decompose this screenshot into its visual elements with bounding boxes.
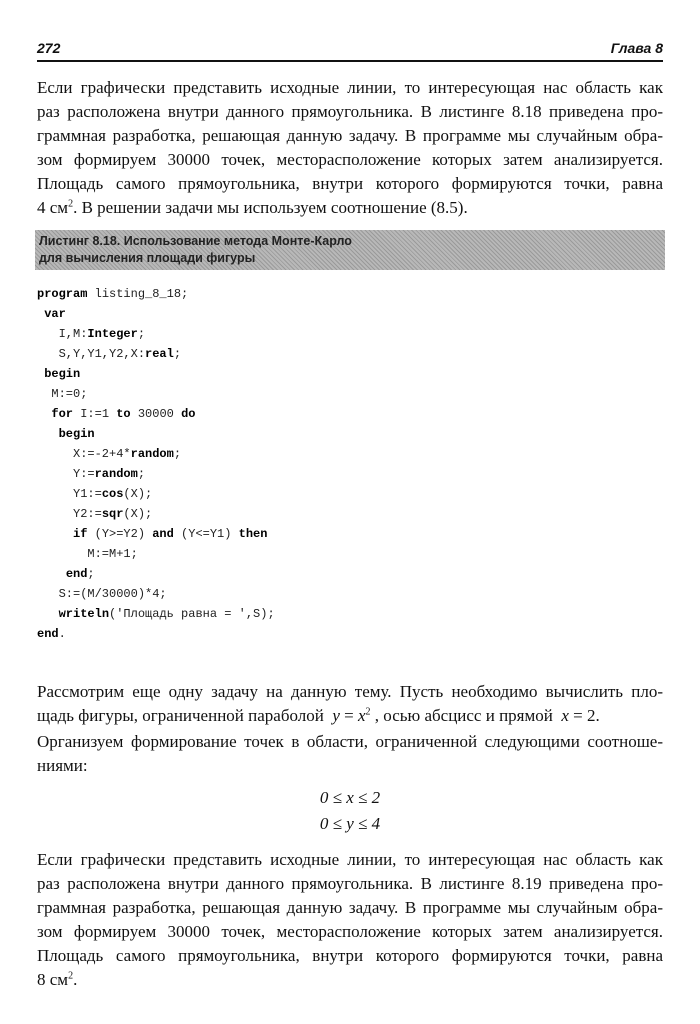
code-line <box>37 424 275 444</box>
text-segment: 8 см <box>37 970 69 989</box>
code-line <box>37 524 275 544</box>
text-segment: x <box>561 706 569 725</box>
inequality-x <box>0 788 700 808</box>
code-line <box>37 384 275 404</box>
text-segment: . В решении задачи мы используем соотношение (8.5). <box>73 198 468 217</box>
code-text: X:=-2+4* <box>37 447 131 461</box>
code-text: ; <box>87 567 95 581</box>
code-text: I:=1 <box>73 407 117 421</box>
code-keyword: cos <box>101 487 124 501</box>
text-segment: Площадь самого прямоугольника, внутри которого формируются точки, равна <box>37 174 663 193</box>
code-text: ('Площадь равна = ',S); <box>109 607 275 621</box>
text-segment: ниями: <box>37 756 88 775</box>
text-line <box>37 872 663 896</box>
code-text: M:=0; <box>37 387 88 401</box>
code-keyword: sqr <box>101 507 124 521</box>
text-segment: граммная разработка, решающая данную задачу. В программе мы случайным обра- <box>37 126 663 145</box>
text-segment: щадь фигуры, ограниченной параболой <box>37 706 333 725</box>
code-keyword: writeln <box>58 607 110 621</box>
text-line <box>37 704 663 728</box>
code-line <box>37 484 275 504</box>
code-text <box>37 567 66 581</box>
code-line <box>37 504 275 524</box>
code-text: listing_8_18; <box>87 287 189 301</box>
code-line <box>37 364 275 384</box>
text-segment: Если графически представить исходные линии, то интересующая нас область как <box>37 78 663 97</box>
code-text: (Y<=Y1) <box>173 527 239 541</box>
superscript: 2 <box>68 970 74 982</box>
code-text <box>37 607 59 621</box>
text-segment: Рассмотрим еще одну задачу на данную тему. Пусть необходимо вычислить пло- <box>37 682 663 701</box>
chapter-title: Глава 8 <box>610 40 663 56</box>
code-line <box>37 624 275 644</box>
code-text: (X); <box>123 507 153 521</box>
text-segment: . <box>73 970 78 989</box>
code-line <box>37 344 275 364</box>
text-line <box>37 754 663 778</box>
text-line <box>37 968 663 992</box>
code-text: ; <box>137 327 146 341</box>
text-segment: зом формируем 30000 точек, месторасположение которых затем анализируется. <box>37 922 663 941</box>
code-line <box>37 404 275 424</box>
code-keyword: begin <box>58 427 95 441</box>
text-line <box>37 196 663 220</box>
superscript: 2 <box>68 198 74 210</box>
text-line <box>37 896 663 920</box>
code-text: Y2:= <box>37 507 102 521</box>
superscript: 2 <box>365 706 371 718</box>
inequality-y <box>0 814 700 834</box>
text-line <box>37 172 663 196</box>
code-keyword: and <box>152 527 174 541</box>
text-line <box>37 680 663 704</box>
code-line <box>37 544 275 564</box>
code-text: I,M: <box>37 327 88 341</box>
paragraph-intro <box>37 76 663 220</box>
text-segment: = 2. <box>568 706 600 725</box>
text-segment: Если графически представить исходные линии, то интересующая нас область как <box>37 850 663 869</box>
text-line <box>37 730 663 754</box>
text-segment: раз расположена внутри данного прямоугольника. В листинге 8.19 приведена про- <box>37 874 663 893</box>
code-listing <box>37 284 275 644</box>
running-header <box>37 38 663 62</box>
text-line <box>37 944 663 968</box>
code-line <box>37 584 275 604</box>
code-text: 30000 <box>130 407 182 421</box>
paragraph-region <box>37 730 663 778</box>
text-line <box>37 76 663 100</box>
code-line <box>37 284 275 304</box>
code-keyword: do <box>181 407 196 421</box>
code-keyword: if <box>73 527 88 541</box>
text-segment: раз расположена внутри данного прямоугольника. В листинге 8.18 приведена про- <box>37 102 663 121</box>
code-text: ; <box>173 347 182 361</box>
listing-caption-line1: Листинг 8.18. Использование метода Монте-Карло <box>39 234 352 248</box>
code-keyword: to <box>116 407 131 421</box>
text-segment: Площадь самого прямоугольника, внутри которого формируются точки, равна <box>37 946 663 965</box>
code-text <box>37 407 51 421</box>
text-segment: зом формируем 30000 точек, месторасположение которых затем анализируется. <box>37 150 663 169</box>
text-line <box>37 920 663 944</box>
text-segment: граммная разработка, решающая данную задачу. В программе мы случайным обра- <box>37 898 663 917</box>
code-line <box>37 464 275 484</box>
code-keyword: for <box>51 407 74 421</box>
text-line <box>37 100 663 124</box>
text-line <box>37 148 663 172</box>
math-line: 0 ≤ x ≤ 2 <box>319 788 381 807</box>
text-segment: y <box>332 706 340 725</box>
code-text <box>37 427 59 441</box>
code-keyword: random <box>130 447 174 461</box>
text-segment: 4 см <box>37 198 69 217</box>
paragraph-conclusion <box>37 848 663 992</box>
code-line <box>37 564 275 584</box>
code-keyword: var <box>44 307 66 321</box>
code-text: ; <box>173 447 182 461</box>
code-keyword: then <box>238 527 268 541</box>
code-text: Y1:= <box>37 487 102 501</box>
text-segment: Организуем формирование точек в области, ограниченной следующими соотноше- <box>37 732 663 751</box>
page-number: 272 <box>37 40 61 56</box>
text-line <box>37 848 663 872</box>
code-text: . <box>58 627 66 641</box>
listing-caption-line2: для вычисления площади фигуры <box>39 251 256 265</box>
code-keyword: random <box>94 467 138 481</box>
code-text: S:=(M/30000)*4; <box>37 587 167 601</box>
text-segment: x <box>357 706 366 725</box>
code-line <box>37 444 275 464</box>
text-segment: , осью абсцисс и прямой <box>370 706 562 725</box>
code-text: (Y>=Y2) <box>87 527 153 541</box>
text-line <box>37 124 663 148</box>
code-line <box>37 304 275 324</box>
math-line: 0 ≤ y ≤ 4 <box>319 814 381 833</box>
code-keyword: begin <box>44 367 81 381</box>
paragraph-new-task <box>37 680 663 728</box>
code-line <box>37 604 275 624</box>
code-line <box>37 324 275 344</box>
code-keyword: end <box>37 627 59 641</box>
code-text: (X); <box>123 487 153 501</box>
code-text: Y:= <box>37 467 95 481</box>
code-text: M:=M+1; <box>37 547 138 561</box>
code-keyword: real <box>145 347 174 361</box>
text-segment: = <box>339 706 358 725</box>
code-text: ; <box>137 467 146 481</box>
code-keyword: end <box>65 567 88 581</box>
code-keyword: program <box>37 287 88 301</box>
listing-caption <box>35 230 665 270</box>
code-text: S,Y,Y1,Y2,X: <box>37 347 146 361</box>
code-keyword: Integer <box>87 327 138 341</box>
code-text <box>37 527 73 541</box>
